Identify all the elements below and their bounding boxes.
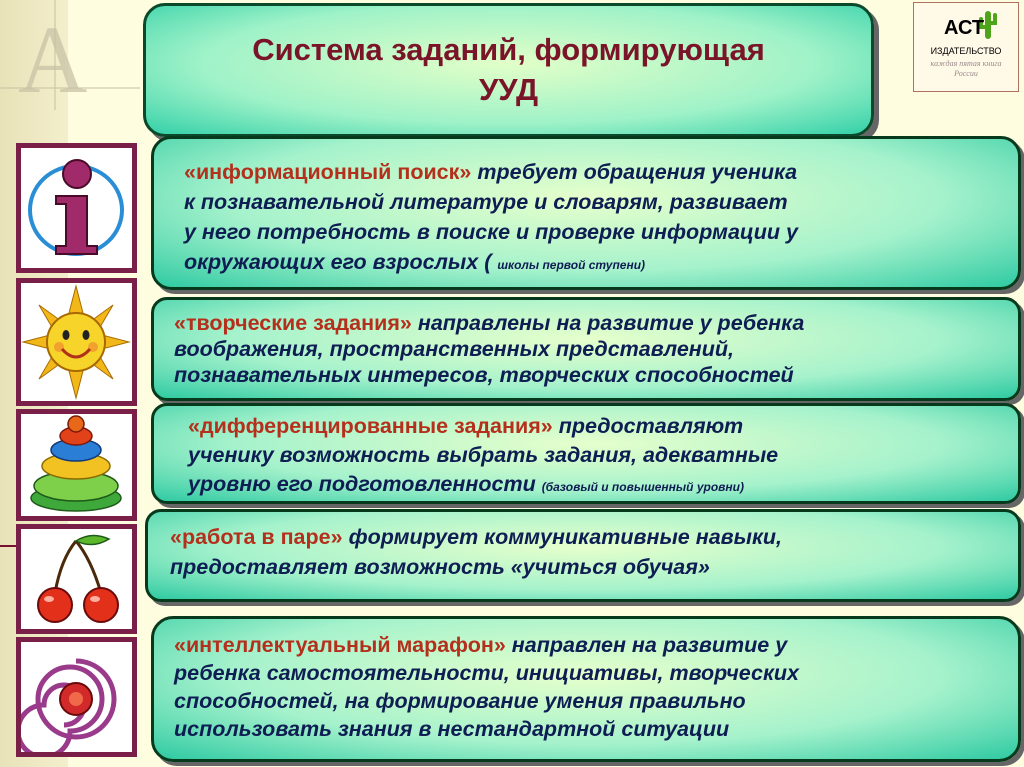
sun-icon-box [16, 278, 137, 406]
card-3-note: (базовый и повышенный уровни) [541, 480, 744, 494]
page-title-line1: Система заданий, формирующая [252, 32, 765, 67]
card-1-note: школы первой ступени) [497, 258, 646, 272]
logo-publisher: ИЗДАТЕЛЬСТВО [930, 46, 1002, 56]
cherries-icon [21, 529, 132, 629]
card-intellectual-marathon [151, 616, 1021, 762]
logo-slogan-line2: России [954, 69, 978, 78]
logo-slogan-line1: каждая пятая книга [930, 59, 1002, 68]
card-1-line-3: у него потребность в поиске и проверке информации у [184, 220, 798, 244]
info-icon [21, 148, 132, 268]
card-5-line-1: направлен на развитие у [511, 633, 788, 657]
page-title-line2: УУД [478, 72, 539, 107]
spiral-target-icon [21, 642, 132, 752]
sun-icon [21, 283, 132, 401]
card-5-line-4: использовать знания в нестандартной ситуации [174, 717, 730, 741]
card-differentiated-tasks [151, 403, 1021, 504]
card-4-line-1: формирует коммуникативные навыки, [348, 525, 783, 549]
card-creative-tasks [151, 297, 1021, 401]
card-3-line-3: уровню его подготовленности [188, 472, 542, 496]
card-1-line-1: требует обращения ученика [477, 160, 798, 184]
card-2-line-2: воображения, пространственных представлений, [174, 337, 734, 361]
card-2-line-1: направлены на развитие у ребенка [417, 311, 805, 335]
card-3-line-1: предоставляют [558, 414, 744, 438]
term-creative-tasks: «творческие задания» [174, 311, 412, 335]
card-1-line-4: окружающих его взрослых ( [184, 250, 498, 274]
info-icon-box [16, 143, 137, 273]
logo-mark: АСТ [944, 17, 985, 39]
card-4-line-2: предоставляет возможность «учиться обучая» [170, 555, 710, 579]
pyramid-toy-icon [21, 414, 132, 516]
cherries-icon-box [16, 524, 137, 634]
term-intellectual-marathon: «интеллектуальный марафон» [174, 633, 506, 657]
pyramid-toy-icon-box [16, 409, 137, 521]
card-info-search [151, 136, 1021, 290]
logo-slogan [914, 59, 1018, 79]
card-5-line-2: ребенка самостоятельности, инициативы, творческих [174, 661, 799, 685]
term-differentiated-tasks: «дифференцированные задания» [188, 414, 553, 438]
card-pair-work [145, 509, 1021, 602]
term-info-search: «информационный поиск» [184, 160, 472, 184]
title-box [143, 3, 874, 137]
card-1-line-2: к познавательной литературе и словарям, развивает [184, 190, 788, 214]
corner-letter-decoration [0, 0, 140, 110]
card-2-line-3: познавательных интересов, творческих способностей [174, 363, 794, 387]
corner-letter: A [18, 6, 88, 110]
term-pair-work: «работа в паре» [170, 525, 343, 549]
publisher-logo [913, 2, 1019, 92]
card-5-line-3: способностей, на формирование умения правильно [174, 689, 746, 713]
spiral-target-icon-box [16, 637, 137, 757]
card-3-line-2: ученику возможность выбрать задания, адекватные [188, 443, 779, 467]
